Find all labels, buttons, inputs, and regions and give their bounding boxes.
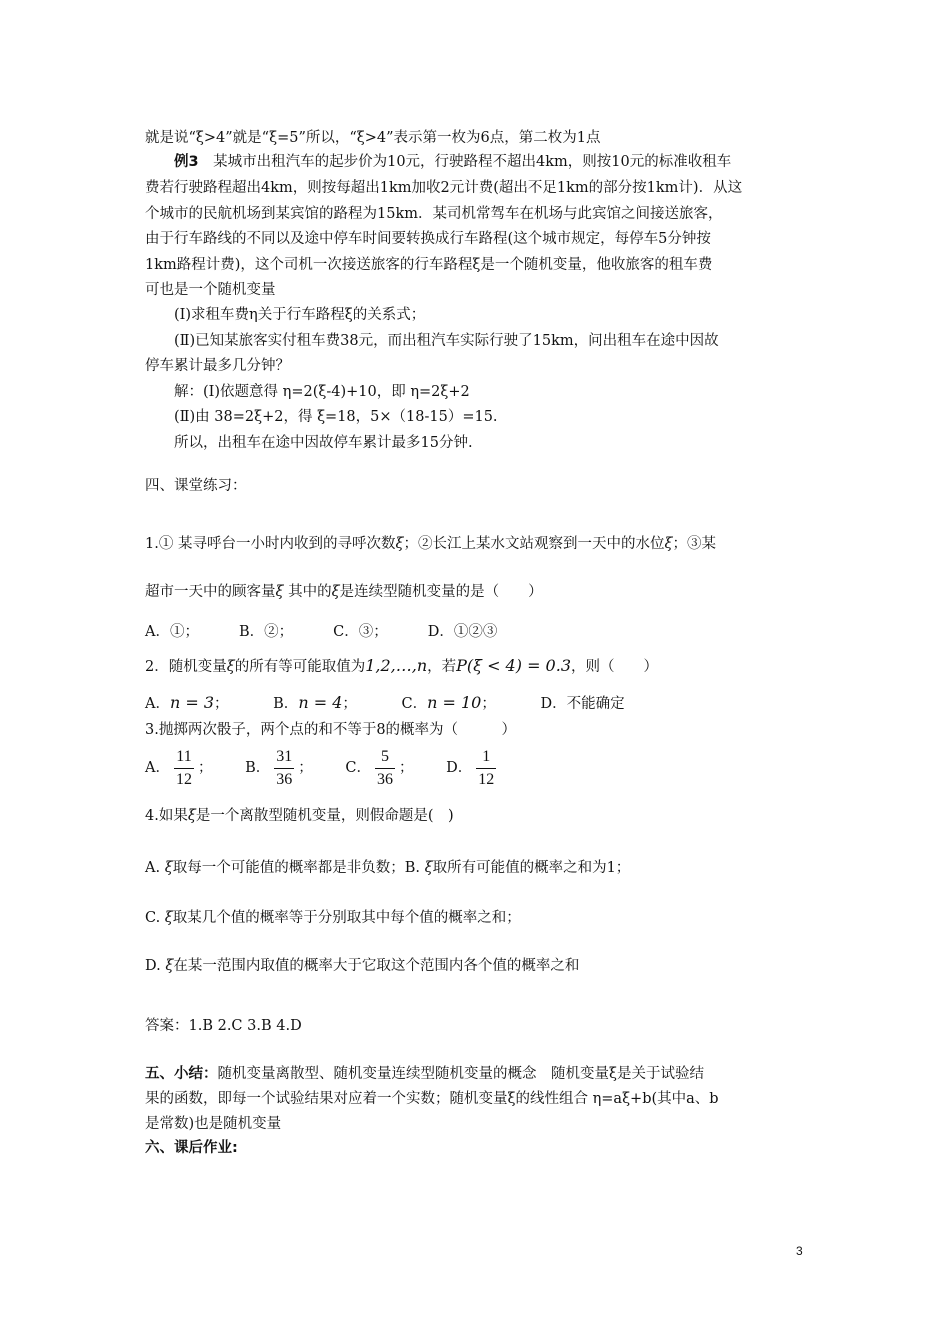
exercise2-options [145,693,665,714]
option-c: C．③； [333,624,388,640]
example3-label: 例3 [174,154,199,170]
fraction: $\frac{31}{36}$ [276,747,293,788]
value-set: 1,2,…,n [365,656,428,675]
exercise3-question: 3.抛掷两次骰子，两个点的和不等于8的概率为（ ） [145,722,517,738]
summary-line1: 五、小结：随机变量离散型、随机变量连续型随机变量的概念 随机变量ξ是关于试验结 [145,1066,704,1082]
example3-line6: 可也是一个随机变量 [145,282,276,298]
fraction: $\frac{1}{12}$ [478,747,495,788]
option-c: C．n = 10； [401,693,496,712]
solution-line1: 解：(Ⅰ)依题意得 η=2(ξ-4)+10，即 η=2ξ+2 [174,384,470,400]
exercise1-line1: 1.① 某寻呼台一小时内收到的寻呼次数ξ；②长江上某水文站观察到一天中的水位ξ；③某 [145,536,716,552]
exercise4-option-c: C. ξ取某几个值的概率等于分别取其中每个值的概率之和； [145,910,521,926]
option-a: A． $\frac{11}{12}$ ； [145,745,212,791]
example3-line5: 1km路程计费)，这个司机一次接送旅客的行车路程ξ是一个随机变量，他收旅客的租车费 [145,257,713,273]
section4-title: 四、课堂练习： [145,478,247,494]
exercise4-question: 4.如果ξ是一个离散型随机变量，则假命题是( ) [145,808,454,824]
intro-line: 就是说“ξ>4”就是“ξ=5”所以，“ξ>4”表示第一枚为6点，第二枚为1点 [145,130,601,146]
example3-line3: 个城市的民航机场到某宾馆的路程为15km．某司机常驾车在机场与此宾馆之间接送旅客， [145,206,723,222]
fraction: $\frac{5}{36}$ [376,747,393,788]
option-c: C． $\frac{5}{36}$ ； [345,745,413,791]
probability-expression: P(ξ < 4) = 0.3 [456,656,571,675]
example3-question2-line2: 停车累计最多几分钟？ [145,358,290,374]
section6-title: 六、课后作业: [145,1140,238,1156]
example3-question2-line1: (Ⅱ)已知某旅客实付租车费38元，而出租汽车实际行驶了15km，问出租车在途中因故 [174,333,719,349]
option-d: D． $\frac{1}{12}$ [446,745,500,791]
option-b: B．②； [238,624,294,640]
summary-line3: 是常数)也是随机变量 [145,1116,282,1132]
option-d: D．不能确定 [540,696,625,712]
example3-line4: 由于行车路线的不同以及途中停车时间要转换成行车路程(这个城市规定，每停车5分钟按 [145,231,711,247]
exercise4-option-d: D. ξ在某一范围内取值的概率大于它取这个范围内各个值的概率之和 [145,958,580,974]
option-a: A．①； [145,624,199,640]
example3-question1: (Ⅰ)求租车费η关于行车路程ξ的关系式； [174,307,426,323]
option-a: A．n = 3； [145,693,229,712]
fraction: $\frac{11}{12}$ [175,747,192,788]
option-d: D．①②③ [427,624,498,640]
exercise2-question: 2．随机变量ξ的所有等可能取值为1,2,…,n，若P(ξ < 4) = 0.3，则（ ） [145,656,658,675]
solution-line2: (Ⅱ)由 38=2ξ+2，得 ξ=18，5×（18-15）=15. [174,409,498,425]
exercise1-line2: 超市一天中的顾客量ξ 其中的ξ是连续型随机变量的是（ ） [145,584,543,600]
example3-line1: 例3 某城市出租汽车的起步价为10元，行驶路程不超出4km，则按10元的标准收租车 [174,154,732,170]
option-b: B． $\frac{31}{36}$ ； [245,745,313,791]
summary-line2: 果的函数，即每一个试验结果对应着一个实数；随机变量ξ的线性组合 η=aξ+b(其中a、b [145,1091,719,1107]
example3-line2: 费若行驶路程超出4km，则按每超出1km加收2元计费(超出不足1km的部分按1km计)．从这 [145,180,743,196]
answer-key: 答案：1.B 2.C 3.B 4.D [145,1018,302,1034]
section5-title: 五、小结： [145,1066,218,1082]
exercise1-options [145,622,537,642]
exercise4-options-ab: A. ξ取每一个可能值的概率都是非负数；B. ξ取所有可能值的概率之和为1； [145,860,631,876]
solution-line3: 所以，出租车在途中因故停车累计最多15分钟. [174,435,473,451]
page-number: 3 [796,1244,803,1258]
option-b: B．n = 4； [273,693,357,712]
exercise3-options [145,745,540,791]
